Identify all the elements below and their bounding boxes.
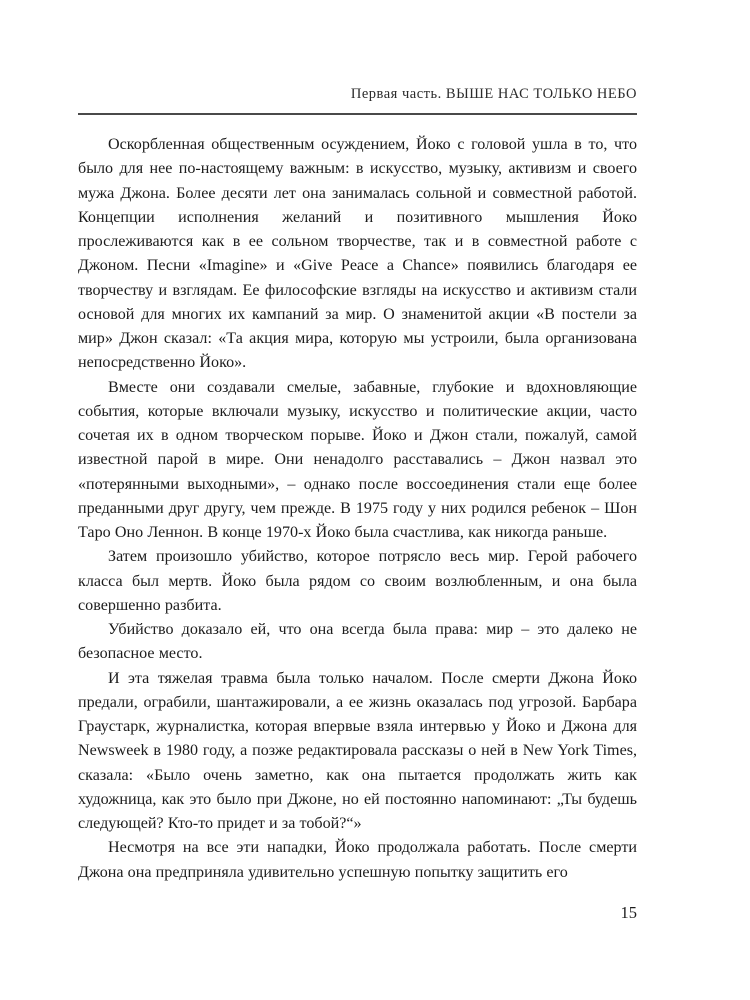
paragraph: Вместе они создавали смелые, забавные, глубокие и вдохновляющие события, которые включали музыку, искусство и политические акции, часто сочетая их в одном творческом порыве. Йоко и Джон стали, пожалуй, самой известной парой в мире. Они ненадолго расставались – Джон назвал это «потерянными выходными», – однако после воссоединения стали еще более преданными друг другу, чем прежде. В 1975 году у них родился ребенок – Шон Таро Оно Леннон. В конце 1970-х Йоко была счастлива, как никогда раньше.: [78, 378, 637, 541]
paragraph: Оскорбленная общественным осуждением, Йоко с головой ушла в то, что было для нее по-настоящему важным: в искусство, музыку, активизм и своего мужа Джона. Более десяти лет она занималась сольной и совместной работой. Концепции исполнения желаний и позитивного мышления Йоко прослеживаются как в ее сольном творчестве, так и в совместной работе с Джоном. Песни «Imagine» и «Give Peace a Chance» появились благодаря ее творчеству и взглядам. Ее философские взгляды на искусство и активизм стали основой для многих их кампаний за мир. О знаменитой акции «В постели за мир» Джон сказал: «Та акция мира, которую мы устроили, была организована непосредственно Йоко».: [78, 136, 637, 372]
body-text-block: [78, 133, 637, 885]
paragraph: И эта тяжелая травма была только началом. После смерти Джона Йоко предали, ограбили, шантажировали, а ее жизнь оказалась под угрозой. Барбара Граустарк, журналистка, которая впервые взяла интервью у Йоко и Джона для Newsweek в 1980 году, а позже редактировала рассказы о ней в New York Times, сказала: «Было очень заметно, как она пытается продолжать жить как художница, как это было при Джоне, но ей постоянно напоминают: „Ты будешь следующей? Кто-то придет и за тобой?“»: [78, 669, 637, 832]
paragraph: Убийство доказало ей, что она всегда была права: мир – это далеко не безопасное место.: [78, 621, 637, 663]
running-head-text: Первая часть. ВЫШЕ НАС ТОЛЬКО НЕБО: [350, 86, 637, 102]
page-number: [78, 903, 637, 923]
header-rule-divider: [78, 113, 637, 115]
page-number-text: 15: [620, 903, 637, 922]
paragraph: Несмотря на все эти нападки, Йоко продолжала работать. После смерти Джона она предприняла удивительно успешную попытку защитить его: [78, 839, 637, 881]
running-head: [78, 86, 637, 103]
paragraph: Затем произошло убийство, которое потрясло весь мир. Герой рабочего класса был мертв. Йоко была рядом со своим возлюбленным, и она была совершенно разбита.: [78, 548, 637, 614]
